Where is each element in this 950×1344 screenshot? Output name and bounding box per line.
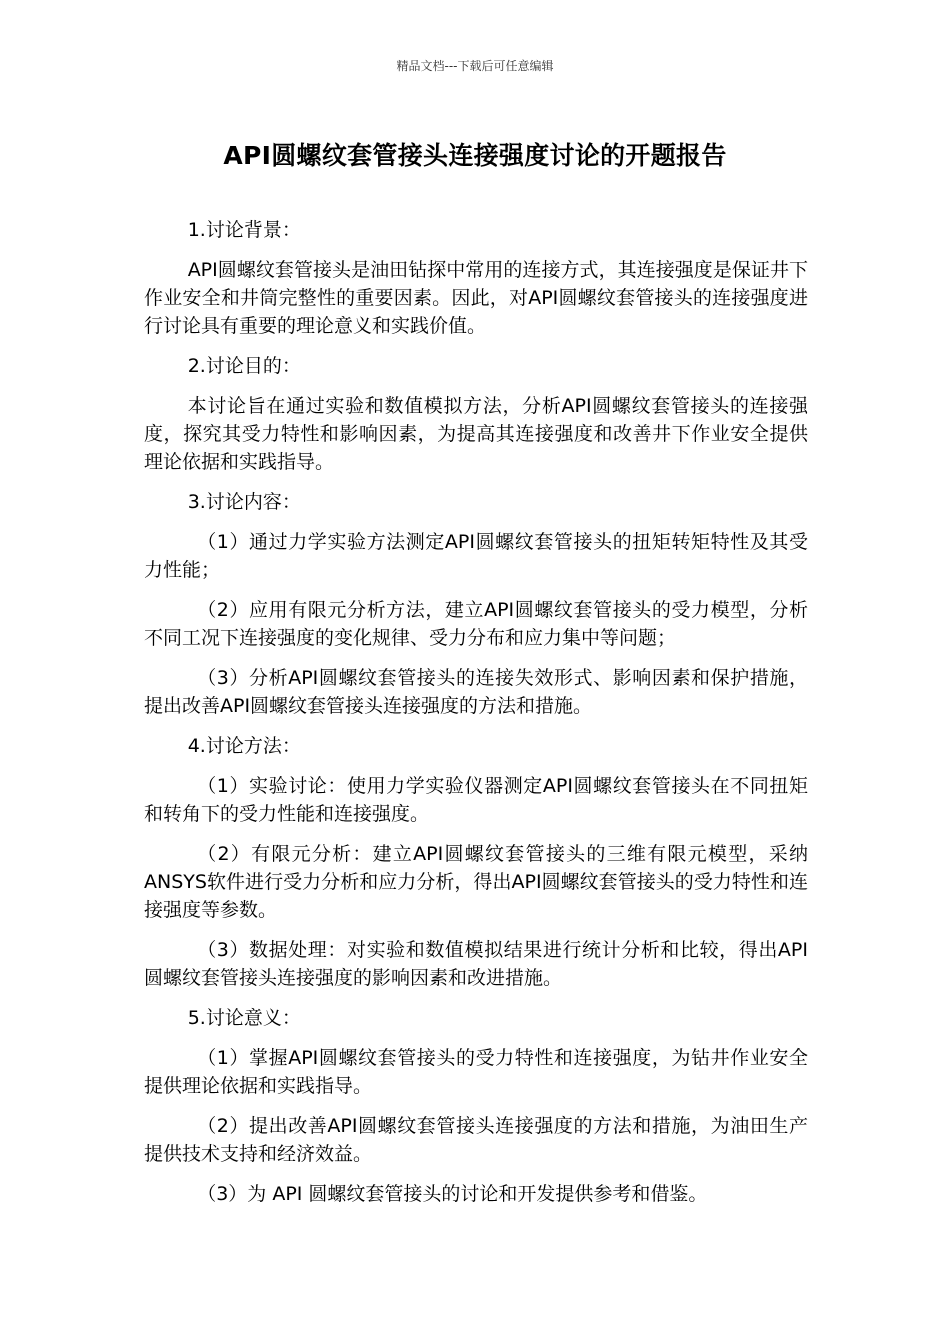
purpose-paragraph: 本讨论旨在通过实验和数值模拟方法，分析API圆螺纹套管接头的连接强度，探究其受力特性和影响因素，为提高其连接强度和改善井下作业安全提供理论依据和实践指导。 [144, 395, 808, 473]
method-item: （1）实验讨论：使用力学实验仪器测定API圆螺纹套管接头在不同扭矩和转角下的受力性能和连接强度。 [144, 775, 808, 825]
content-item: （2）应用有限元分析方法，建立API圆螺纹套管接头的受力模型，分析不同工况下连接强度的变化规律、受力分布和应力集中等问题； [144, 599, 808, 649]
significance-item: （2）提出改善API圆螺纹套管接头连接强度的方法和措施，为油田生产提供技术支持和经济效益。 [144, 1115, 808, 1165]
section-heading-background: 1.讨论背景： [187, 219, 301, 241]
significance-item: （1）掌握API圆螺纹套管接头的受力特性和连接强度，为钻井作业安全提供理论依据和实践指导。 [144, 1047, 808, 1097]
content-item: （3）分析API圆螺纹套管接头的连接失效形式、影响因素和保护措施，提出改善API圆螺纹套管接头连接强度的方法和措施。 [144, 667, 808, 717]
section-heading-methods: 4.讨论方法： [187, 735, 301, 757]
section-heading-purpose: 2.讨论目的： [187, 355, 301, 377]
content-item: （1）通过力学实验方法测定API圆螺纹套管接头的扭矩转矩特性及其受力性能； [144, 531, 808, 581]
method-item: （3）数据处理：对实验和数值模拟结果进行统计分析和比较，得出API圆螺纹套管接头连接强度的影响因素和改进措施。 [144, 939, 808, 989]
document-title: API圆螺纹套管接头连接强度讨论的开题报告 [223, 141, 727, 170]
significance-item: （3）为 API 圆螺纹套管接头的讨论和开发提供参考和借鉴。 [197, 1183, 708, 1205]
method-item: （2）有限元分析：建立API圆螺纹套管接头的三维有限元模型，采纳ANSYS软件进行受力分析和应力分析，得出API圆螺纹套管接头的受力特性和连接强度等参数。 [144, 843, 808, 921]
document-body [144, 216, 808, 1220]
background-paragraph: API圆螺纹套管接头是油田钻探中常用的连接方式，其连接强度是保证井下作业安全和井筒完整性的重要因素。因此，对API圆螺纹套管接头的连接强度进行讨论具有重要的理论意义和实践价值。 [144, 259, 808, 337]
section-heading-content: 3.讨论内容： [187, 491, 301, 513]
section-heading-significance: 5.讨论意义： [187, 1007, 301, 1029]
page-header: 精品文档---下载后可任意编辑 [396, 59, 554, 73]
